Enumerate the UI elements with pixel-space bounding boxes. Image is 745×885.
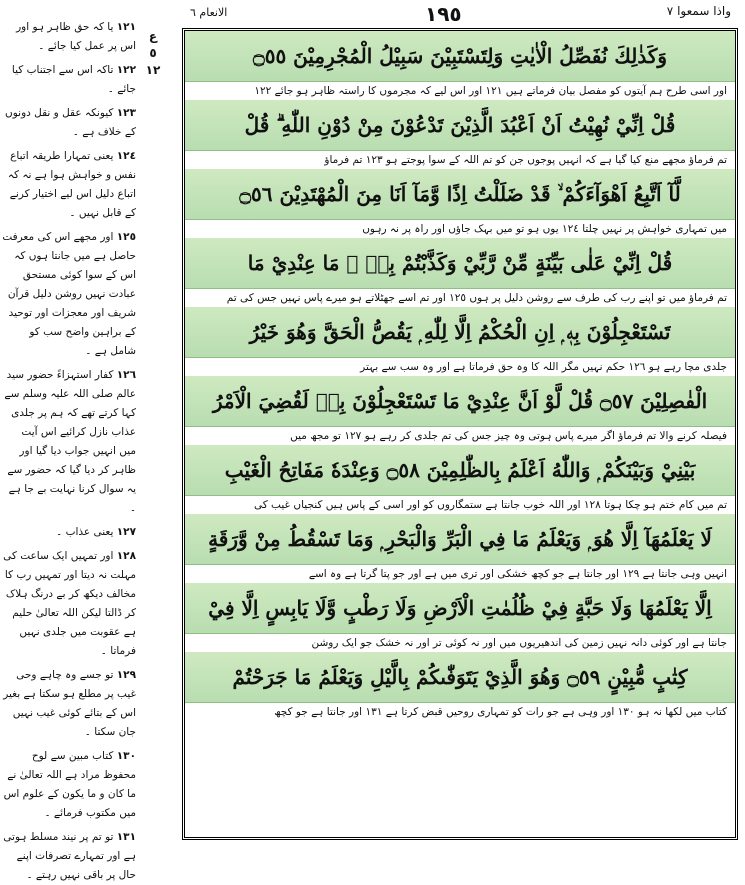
note-number: ١٢١ [116,21,136,33]
urdu-translation-line: تم فرماؤ مجھے منع کیا گیا ہے کہ انہیں پوجوں جن کو تم اللہ کے سوا پوجتے ہو ١٢٣ تم فرماؤ [324,154,727,166]
commentary-note [2,61,136,99]
note-number: ١٢٢ [116,64,136,76]
verse-block [185,514,735,583]
verse-block [185,445,735,514]
note-text: یا کہ حق ظاہر ہو اور اس پر عمل کیا جائے ۔ [16,21,136,52]
ruku-number: ٥ [149,46,157,60]
arabic-verse-line: قُلْ اِنِّيْ نُهِيْتُ اَنْ اَعْبُدَ الَّذِيْنَ تَدْعُوْنَ مِنْ دُوْنِ اللّٰهِ ۗ قُلْ [185,100,735,151]
para-name: واذا سمعوا ٧ [666,4,731,18]
arabic-verse-line: الْفٰصِلِيْنَ ۝٥٧ قُلْ لَّوْ اَنَّ عِنْدِيْ مَا تَسْتَعْجِلُوْنَ بِهٖ لَقُضِيَ الْاَمْرُ [185,376,735,427]
note-number: ١٢٩ [116,669,136,681]
urdu-translation-line: جلدی مچا رہے ہو ١٢٦ حکم نہیں مگر اللہ کا وہ حق فرماتا ہے اور وہ سب سے بہتر [360,361,727,373]
verse-block [185,307,735,376]
note-text: تو تم پر نیند مسلط ہوتی ہے اور تمہارے تصرفات اپنے حال پر باقی نہیں رہتے ۔ [3,831,136,881]
arabic-verse-line: لَّآ اَتَّبِعُ اَهْوَآءَكُمْ ۙ قَدْ ضَلَلْتُ اِذًا وَّمَآ اَنَا مِنَ الْمُهْتَدِيْنَ ۝٥٦ [185,169,735,220]
arabic-verse-line: وَكَذٰلِكَ نُفَصِّلُ الْاٰيٰتِ وَلِتَسْتَبِيْنَ سَبِيْلُ الْمُجْرِمِيْنَ ۝٥٥ [185,31,735,82]
commentary-note [2,666,136,742]
note-text: اور تمہیں ایک ساعت کی مہلت نہ دیتا اور تمہیں رب کا مخالف دیکھ کر بے درنگ ہلاک کر ڈالتا لیکن اللہ تعالیٰ حلیم ہے عقوبت میں جلدی نہیں فرماتا ۔ [3,550,136,657]
verse-block [185,238,735,307]
verse-block [185,583,735,652]
arabic-verse-line: كِتٰبٍ مُّبِيْنٍ ۝٥٩ وَهُوَ الَّذِيْ يَتَوَفّٰىكُمْ بِالَّيْلِ وَيَعْلَمُ مَا جَرَحْتُمْ [185,652,735,703]
urdu-translation-line: جانتا ہے اور کوئی دانہ نہیں زمین کی اندھیریوں میں اور نہ کوئی تر اور نہ خشک جو ایک روشن [311,637,727,649]
verse-block [185,652,735,721]
verse-block [185,169,735,238]
ruku-total: ١٢ [145,63,161,77]
page-header [190,0,735,30]
note-text: تاکہ اس سے اجتناب کیا جائے ۔ [11,64,136,95]
commentary-note [2,747,136,823]
commentary-note [2,547,136,661]
note-number: ١٢٥ [116,231,136,243]
note-text: یعنی عذاب ۔ [56,526,114,538]
surah-name: الانعام ٦ [190,6,228,19]
verse-block [185,31,735,100]
commentary-sidebar [2,18,136,881]
verse-block [185,376,735,445]
note-text: کیونکہ عقل و نقل دونوں کے خلاف ہے ۔ [5,107,136,138]
commentary-note [2,523,136,542]
note-text: کتاب مبین سے لوح محفوظ مراد ہے اللہ تعالیٰ نے ما کان و ما یکون کے علوم اس میں مکتوب فرمائے ۔ [3,750,136,819]
urdu-translation-line: میں تمہاری خواہش پر نہیں چلتا ١٢٤ یوں ہو تو میں بہک جاؤں اور راہ پر نہ رہوں [362,223,727,235]
note-text: کفار استہزاءً حضور سید عالم صلی اللہ علیہ وسلم سے کہا کرتے تھے کہ ہم پر جلدی عذاب نازل کرائیے اس آیت میں انہیں جواب دیا گیا اور ظاہر کر دیا گیا کہ حضور سے یہ سوال کرنا نہایت بے جا ہے ۔ [4,369,136,514]
urdu-translation-line: تم فرماؤ میں تو اپنے رب کی طرف سے روشن دلیل پر ہوں ١٢٥ اور تم اسے جھٹلاتے ہو میرے پاس نہیں جس کی تم [226,292,727,304]
urdu-translation-line: اور اسی طرح ہم آیتوں کو مفصل بیان فرماتے ہیں ١٢١ اور اس لیے کہ مجرموں کا راستہ ظاہر ہو جائے ١٢٢ [254,85,727,97]
note-text: تو جسے وہ چاہے وحی غیب پر مطلع ہو سکتا ہے بغیر اس کے بتائے کوئی غیب نہیں جان سکتا ۔ [3,669,136,738]
arabic-verse-line: بَيْنِيْ وَبَيْنَكُمْ ۭ وَاللّٰهُ اَعْلَمُ بِالظّٰلِمِيْنَ ۝٥٨ وَعِنْدَهٗ مَفَاتِحُ الْغَيْبِ [185,445,735,496]
arabic-verse-line: اِلَّا يَعْلَمُهَا وَلَا حَبَّةٍ فِيْ ظُلُمٰتِ الْاَرْضِ وَلَا رَطْبٍ وَّلَا يَابِسٍ اِلَّا فِيْ [185,583,735,634]
urdu-translation-line: فیصلہ کرنے والا تم فرماؤ اگر میرے پاس ہوتی وہ چیز جس کی تم جلدی کر رہے ہو ١٢٧ تو مجھ میں [290,430,727,442]
note-text: یعنی تمہارا طریقہ اتباع نفس و خواہش ہوا ہے نہ کہ اتباع دلیل اس لیے اختیار کرنے کے قابل نہیں ۔ [7,150,136,219]
note-number: ١٢٧ [116,526,136,538]
note-number: ١٢٤ [116,150,136,162]
page-number: ١٩٥ [425,2,462,26]
note-number: ١٢٨ [116,550,136,562]
note-number: ١٢٦ [116,369,136,381]
commentary-note [2,18,136,56]
urdu-translation-line: انہیں وہی جانتا ہے ١٢٩ اور جانتا ہے جو کچھ خشکی اور تری میں ہے اور جو پتا گرتا ہے وہ اسے [308,568,727,580]
verse-block [185,100,735,169]
urdu-translation-line: تم میں کام ختم ہو چکا ہوتا ١٢٨ اور اللہ خوب جانتا ہے ستمگاروں کو اور اسی کے پاس ہیں کنجیاں غیب کی [253,499,727,511]
commentary-note [2,104,136,142]
ruku-letter: ع [148,29,158,43]
commentary-note [2,228,136,361]
arabic-verse-line: قُلْ اِنِّيْ عَلٰى بَيِّنَةٍ مِّنْ رَّبِّيْ وَكَذَّبْتُمْ بِهٖ ۭ مَا عِنْدِيْ مَا [185,238,735,289]
urdu-translation-line: کتاب میں لکھا نہ ہو ١٣٠ اور وہی ہے جو رات کو تمہاری روحیں قبض کرتا ہے ١٣١ اور جانتا ہے جو کچھ [274,706,727,718]
arabic-verse-line: لَا يَعْلَمُهَآ اِلَّا هُوَ ۭ وَيَعْلَمُ مَا فِي الْبَرِّ وَالْبَحْرِ ۭ وَمَا تَسْقُطُ مِنْ وَّرَقَةٍ [185,514,735,565]
note-text: اور مجھے اس کی معرفت حاصل ہے میں جانتا ہوں کہ اس کے سوا کوئی مستحق عبادت نہیں روشن دلیل قرآن شریف اور معجزات اور توحید کے براہین واضح سب کو شامل ہے ۔ [2,231,136,357]
note-number: ١٢٣ [116,107,136,119]
arabic-verse-line: تَسْتَعْجِلُوْنَ بِهٖ ۭ اِنِ الْحُكْمُ اِلَّا لِلّٰهِ ۭ يَقُصُّ الْحَقَّ وَهُوَ خَيْرُ [185,307,735,358]
note-number: ١٣٠ [116,750,136,762]
commentary-note [2,147,136,223]
note-number: ١٣١ [116,831,136,843]
commentary-note [2,828,136,885]
quran-text-panel [182,28,738,840]
ruku-marker [138,28,168,79]
commentary-note [2,366,136,518]
